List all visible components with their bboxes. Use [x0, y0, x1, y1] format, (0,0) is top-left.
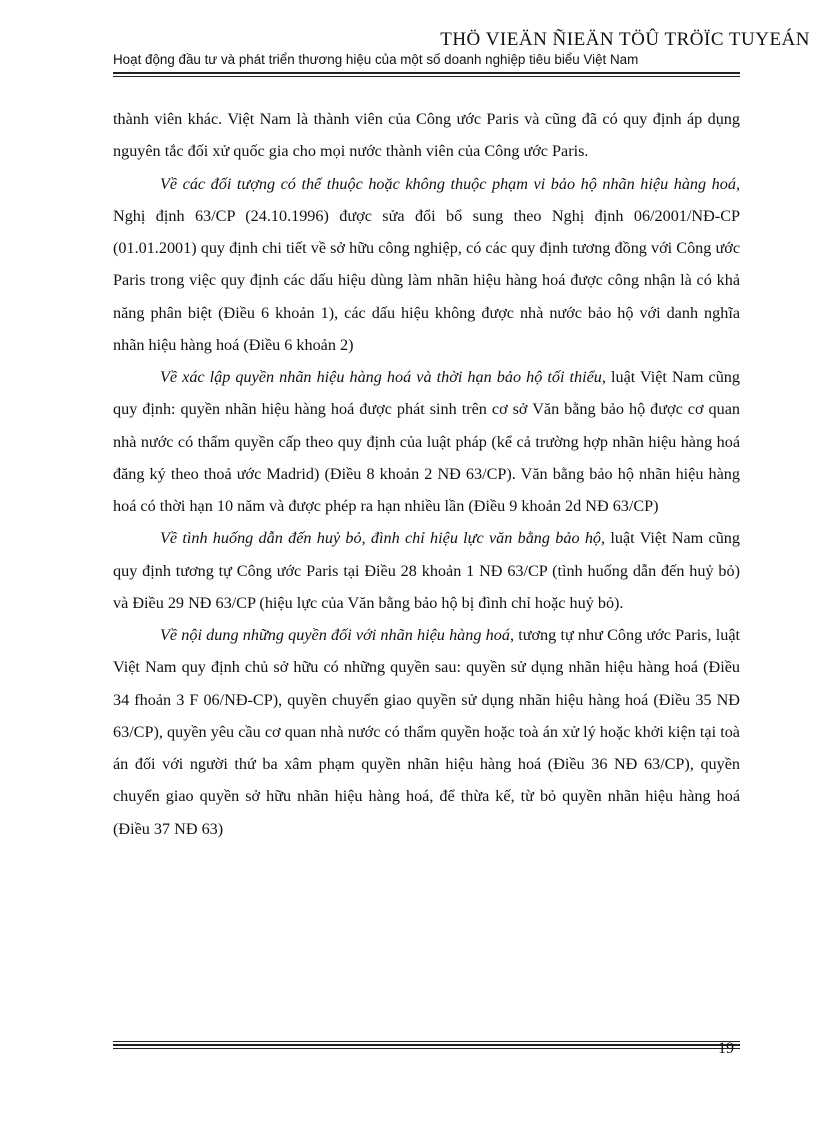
paragraph-text: Nghị định 63/CP (24.10.1996) được sửa đổi bổ sung theo Nghị định 06/2001/NĐ-CP (01.01.2001) quy định chi tiết về sở hữu công nghiệp, có các quy định tương đồng với Công ước Paris trong việc quy định các dấu hiệu dùng làm nhãn hiệu hàng hoá được công nhận là có khả năng phân biệt (Điều 6 khoản 1), các dấu hiệu không được nhà nước bảo hộ với danh nghĩa nhãn hiệu hàng hoá (Điều 6 khoản 2): [113, 206, 740, 354]
page-number: 19: [718, 1040, 734, 1057]
paragraph: [113, 361, 740, 522]
paragraph-lead: Về nội dung những quyền đối với nhãn hiệu hàng hoá: [160, 626, 510, 644]
paragraph-text: , luật Việt Nam cũng quy định: quyền nhãn hiệu hàng hoá được phát sinh trên cơ sở Văn bằng bảo hộ được cơ quan nhà nước có thẩm quyền cấp theo quy định của luật pháp (kể cả trường hợp nhãn hiệu hàng hoá đăng ký theo thoả ước Madrid) (Điều 8 khoản 2 NĐ 63/CP). Văn bằng bảo hộ nhãn hiệu hàng hoá có thời hạn 10 năm và được phép ra hạn nhiều lần (Điều 9 khoản 2d NĐ 63/CP): [113, 368, 740, 515]
paragraph: [113, 522, 740, 619]
header-rule: [113, 76, 740, 77]
footer-rule: [113, 1048, 740, 1049]
header-rule: [113, 72, 740, 74]
paragraph: [113, 103, 740, 168]
footer-rule: [113, 1044, 740, 1046]
paragraph-text: , tương tự như Công ước Paris, luật Việt Nam quy định chủ sở hữu có những quyền sau: quyền sử dụng nhãn hiệu hàng hoá (Điều 34 fhoản 3 F 06/NĐ-CP), quyền chuyển giao quyền sử dụng nhãn hiệu hàng hoá (Điều 35 NĐ 63/CP), quyền yêu cầu cơ quan nhà nước có thẩm quyền hoặc toà án xử lý hoặc khởi kiện tại toà án đối với người thứ ba xâm phạm quyền nhãn hiệu hàng hoá (Điều 36 NĐ 63/CP), quyền chuyển giao quyền sở hữu nhãn hiệu hàng hoá, để thừa kế, từ bỏ quyền nhãn hiệu hàng hoá (Điều 37 NĐ 63): [113, 626, 740, 838]
watermark-text: THÖ VIEÄN ÑIEÄN TÖÛ TRÖÏC TUYEÁN: [440, 29, 810, 50]
paragraph-lead: Về tình huống dẫn đến huỷ bỏ, đình chỉ hiệu lực văn bằng bảo hộ: [160, 529, 602, 548]
paragraph-lead: Về xác lập quyền nhãn hiệu hàng hoá và thời hạn bảo hộ tối thiểu: [160, 368, 602, 386]
body-text: [113, 103, 740, 845]
paragraph: [113, 619, 740, 845]
paragraph-text: , luật Việt Nam cũng quy định tương tự Công ước Paris tại Điều 28 khoản 1 NĐ 63/CP (tình huống dẫn đến huỷ bỏ) và Điều 29 NĐ 63/CP (hiệu lực của Văn bằng bảo hộ bị đình chỉ hoặc huỷ bỏ).: [113, 529, 740, 612]
footer-rule: [113, 1041, 740, 1042]
paragraph-lead: Về các đối tượng có thể thuộc hoặc không thuộc phạm vi bảo hộ nhãn hiệu hàng hoá,: [160, 174, 740, 193]
paragraph-text: thành viên khác. Việt Nam là thành viên của Công ước Paris và cũng đã có quy định áp dụng nguyên tắc đối xử quốc gia cho mọi nước thành viên của Công ước Paris.: [113, 110, 740, 161]
running-header: Hoạt động đầu tư và phát triển thương hiệu của một số doanh nghiệp tiêu biểu Việt Nam: [113, 52, 639, 67]
paragraph: [113, 168, 740, 362]
